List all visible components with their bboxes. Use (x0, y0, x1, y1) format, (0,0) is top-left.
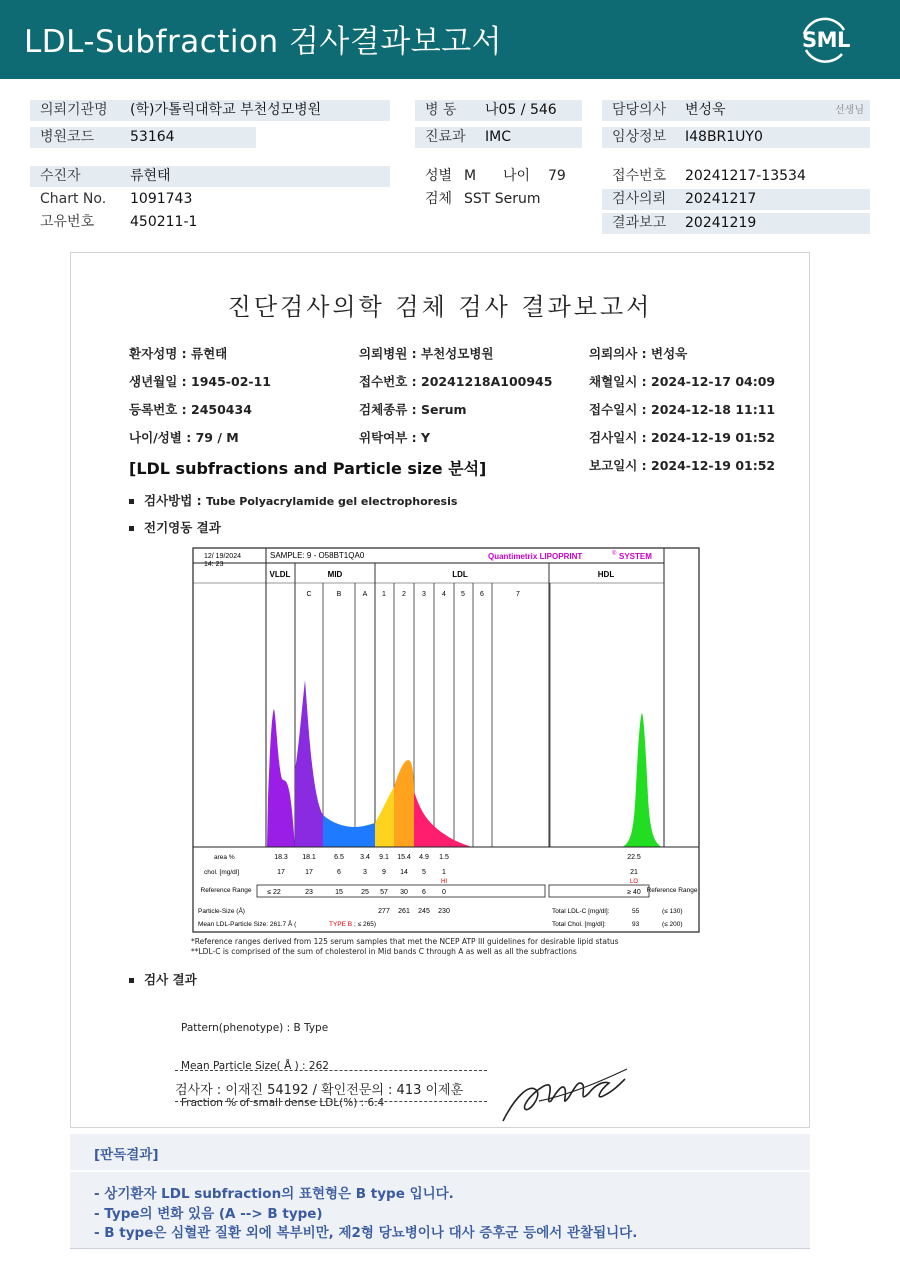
receipt-row (602, 166, 870, 187)
code-value: 53164 (130, 129, 175, 145)
band-label: B (336, 591, 342, 598)
doctor-row (602, 100, 870, 121)
ref-value: 30 (400, 889, 408, 896)
chol-value: 5 (422, 869, 426, 876)
reg-value: 2450434 (191, 402, 252, 417)
chol-label: chol. [mg/dl] (204, 869, 240, 876)
bullet-icon (129, 499, 134, 504)
report-date-row (602, 213, 870, 234)
ward-value: 나05 / 546 (485, 102, 557, 118)
verdict-line-3: - B type은 심혈관 질환 외에 복부비만, 제2형 당뇨병이나 대사 증후군 등에서 관찰됩니다. (94, 1225, 638, 1241)
total-chol-value: 93 (632, 921, 640, 928)
total-ldl-label: Total LDL-C [mg/dl]: (552, 908, 610, 915)
receipt-no-value: 20241218A100945 (421, 374, 553, 389)
band-label: 6 (480, 591, 484, 598)
method-line (129, 491, 457, 509)
group-label: VLDL (269, 570, 291, 579)
lipoprint-svg (192, 547, 700, 933)
hospital-row (30, 100, 390, 121)
dept-row (415, 127, 582, 148)
report-title: 진단검사의학 검체 검사 결과보고서 (227, 293, 653, 321)
ref-value: 15 (335, 889, 343, 896)
area-value: 18.3 (274, 854, 288, 861)
code-label: 병원코드 (40, 129, 95, 145)
area-value: 3.4 (360, 854, 370, 861)
patient-row (30, 166, 390, 187)
age-sex-value: 79 / M (195, 430, 239, 445)
group-label: LDL (452, 570, 468, 579)
verdict-line-1: - 상기환자 LDL subfraction의 표현형은 B type 입니다. (94, 1186, 454, 1202)
draw-date-line (589, 372, 775, 390)
band-label: 5 (461, 591, 465, 598)
area-value: 4.9 (419, 854, 429, 861)
sex-value: M (464, 168, 477, 184)
id-label: 고유번호 (40, 214, 95, 230)
hospital-label: 의뢰기관명 (40, 102, 108, 118)
chol-value: 6 (337, 869, 341, 876)
method-value: Tube Polyacrylamide gel electrophoresis (206, 495, 458, 508)
ref-value: 23 (305, 889, 313, 896)
page-title: LDL-Subfraction 검사결과보고서 (24, 24, 503, 60)
band-label: 3 (422, 591, 426, 598)
area-value: 15.4 (397, 854, 411, 861)
electro-line (129, 518, 221, 536)
area-value: 22.5 (627, 854, 641, 861)
embedded-report (70, 252, 810, 1128)
patient-name-value: 류현태 (191, 346, 228, 361)
receipt-no-label: 접수번호 : (359, 374, 422, 389)
ref-value: 57 (380, 889, 388, 896)
receipt-date-line (589, 400, 775, 418)
dept-value: IMC (485, 129, 511, 145)
specimen-value: SST Serum (464, 191, 541, 207)
band-label: A (362, 591, 368, 598)
chart-value: 1091743 (130, 191, 193, 207)
draw-date-label: 채혈일시 : (589, 374, 652, 389)
ref-value: 25 (361, 889, 369, 896)
hi-flag: HI (441, 879, 447, 885)
patient-label: 수진자 (40, 168, 81, 184)
consign-line (359, 428, 430, 446)
signature-image (499, 1061, 631, 1129)
particle-value: 277 (378, 908, 390, 915)
total-chol-ref: (≤ 200) (662, 921, 683, 928)
ward-label: 병 동 (425, 102, 457, 118)
request-row (602, 189, 870, 210)
electro-label: 전기영동 결과 (144, 520, 221, 535)
age-value: 79 (548, 168, 566, 184)
lipoprint-chart (192, 547, 700, 933)
reg-label: 등록번호 : (129, 402, 192, 417)
result-heading (129, 970, 197, 988)
specimen-type-label: 검체종류 : (359, 402, 422, 417)
result-line: Pattern(phenotype) : B Type (181, 1022, 329, 1034)
chart-frame (193, 548, 699, 932)
signoff-line: 검사자 : 이재진 54192 / 확인전문의 : 413 이제훈 (175, 1083, 464, 1098)
group-label: HDL (597, 570, 615, 579)
mean-label: Mean LDL-Particle Size: 261.7 Å ( (198, 921, 297, 928)
patient-name-line (129, 344, 227, 362)
particle-value: 261 (398, 908, 410, 915)
age-label: 나이 (503, 168, 531, 184)
consign-label: 위탁여부 : (359, 430, 422, 445)
verdict-body (70, 1172, 810, 1249)
ref-value: 0 (442, 889, 446, 896)
chart-label: Chart No. (40, 191, 107, 207)
chart-brand-tail: SYSTEM (619, 552, 652, 561)
particle-value: 230 (438, 908, 450, 915)
band-label: 7 (516, 591, 520, 598)
receipt-value: 20241217-13534 (685, 168, 806, 184)
reg-line (129, 400, 252, 418)
chart-sample: SAMPLE: 9 - O58BT1QA0 (270, 551, 365, 560)
mean-type: TYPE B (329, 921, 353, 928)
id-value: 450211-1 (130, 214, 198, 230)
note-1: *Reference ranges derived from 125 serum samples that met the NCEP ATP III guidelines for desirable lipid status (191, 937, 619, 946)
chart-date: 12/ 19/2024 (204, 553, 241, 560)
test-date-label: 검사일시 : (589, 430, 652, 445)
patient-name-label: 환자성명 : (129, 346, 192, 361)
doctor-label: 담당의사 (612, 102, 667, 118)
hospital-value: (학)가톨릭대학교 부천성모병원 (130, 102, 322, 118)
divider (175, 1070, 487, 1071)
req-doctor-line (589, 344, 687, 362)
birth-label: 생년월일 : (129, 374, 192, 389)
chol-value: 21 (630, 869, 638, 876)
particle-value: 245 (418, 908, 430, 915)
area-value: 18.1 (302, 854, 316, 861)
verdict-line-2: - Type의 변화 있음 (A --> B type) (94, 1206, 323, 1222)
specimen-type-value: Serum (421, 402, 467, 417)
band-label: C (306, 591, 312, 598)
band-label: 2 (402, 591, 406, 598)
report-date-value: 2024-12-19 01:52 (651, 458, 776, 473)
test-date-value: 2024-12-19 01:52 (651, 430, 776, 445)
band-label: 4 (442, 591, 446, 598)
req-hospital-value: 부천성모병원 (421, 346, 494, 361)
request-value: 20241217 (685, 191, 757, 207)
specimen-type-line (359, 400, 467, 418)
area-value: 6.5 (334, 854, 344, 861)
chart-brand-reg: ® (612, 551, 617, 557)
ward-row (415, 100, 582, 121)
doctor-suffix: 선생님 (835, 105, 864, 116)
report-date-label: 보고일시 : (589, 458, 652, 473)
bullet-icon (129, 526, 134, 531)
req-hospital-line (359, 344, 493, 362)
chart-brand: Quantimetrix LIPOPRINT (488, 552, 583, 561)
birth-line (129, 372, 271, 390)
receipt-date-label: 접수일시 : (589, 402, 652, 417)
lo-flag: LO (629, 879, 639, 885)
section-title: [LDL subfractions and Particle size 분석] (129, 459, 487, 478)
area-value: 9.1 (379, 854, 389, 861)
ref-value: ≤ 22 (267, 889, 281, 896)
chol-value: 3 (363, 869, 367, 876)
verdict-heading: [판독결과] (94, 1147, 159, 1163)
area-label: area % (214, 854, 235, 861)
result-line: Mean Particle Size( Å ) : 262 (181, 1059, 329, 1072)
chol-value: 9 (382, 869, 386, 876)
doctor-value: 변성욱 (685, 102, 726, 118)
ref-hdl-value: ≥ 40 (627, 889, 641, 896)
req-hospital-label: 의뢰병원 : (359, 346, 422, 361)
chart-time: 14: 23 (204, 561, 224, 568)
id-row (30, 212, 390, 233)
test-date-line (589, 428, 775, 446)
ref-label-hdl: Reference Range (646, 887, 698, 894)
chol-value: 17 (305, 869, 313, 876)
result-label: 검사 결과 (144, 972, 197, 987)
sex-label: 성별 (425, 168, 453, 184)
sml-logo (796, 14, 852, 64)
clinical-value: I48BR1UY0 (685, 129, 763, 145)
receipt-no-line (359, 372, 552, 390)
chart-no-row (30, 189, 390, 210)
patient-value: 류현태 (130, 168, 171, 184)
clinical-label: 임상정보 (612, 129, 667, 145)
logo-text: SML (802, 28, 850, 52)
note-2: **LDL-C is comprised of the sum of cholesterol in Mid bands C through A as well as all the subfractions (191, 947, 577, 956)
age-sex-line (129, 428, 239, 446)
birth-value: 1945-02-11 (191, 374, 271, 389)
specimen-label: 검체 (425, 191, 453, 207)
dept-label: 진료과 (425, 129, 466, 145)
req-doctor-value: 변성욱 (651, 346, 688, 361)
req-doctor-label: 의뢰의사 : (589, 346, 652, 361)
group-label: MID (327, 570, 343, 579)
area-value: 1.5 (439, 854, 449, 861)
total-ldl-ref: (≤ 130) (662, 908, 683, 915)
chol-value: 14 (400, 869, 408, 876)
hospital-code-row (30, 127, 256, 148)
draw-date-value: 2024-12-17 04:09 (651, 374, 776, 389)
band-label: 1 (382, 591, 386, 598)
result-line: Fraction % of small dense LDL(%) : 6.4 (181, 1097, 385, 1109)
chol-value: 1 (442, 869, 446, 876)
bullet-icon (129, 978, 134, 983)
reference-notes (191, 937, 619, 957)
receipt-date-value: 2024-12-18 11:11 (651, 402, 776, 417)
ref-value: 6 (422, 889, 426, 896)
report-label: 결과보고 (612, 215, 667, 231)
chol-value: 17 (277, 869, 285, 876)
particle-label: Particle-Size (Å) (198, 908, 245, 915)
total-chol-label: Total Chol. [mg/dl]: (552, 921, 606, 928)
report-date-line (589, 456, 775, 474)
receipt-label: 접수번호 (612, 168, 667, 184)
report-header (0, 0, 900, 79)
verdict-header (70, 1134, 810, 1170)
clinical-row (602, 127, 870, 148)
report-value: 20241219 (685, 215, 757, 231)
total-ldl-value: 55 (632, 908, 640, 915)
mean-tail: ; ≤ 265) (354, 921, 376, 928)
ref-label: Reference Range (200, 887, 252, 894)
divider (175, 1101, 487, 1102)
consign-value: Y (421, 430, 431, 445)
method-label: 검사방법 : (144, 493, 207, 508)
age-sex-label: 나이/성별 : (129, 430, 196, 445)
request-label: 검사의뢰 (612, 191, 667, 207)
